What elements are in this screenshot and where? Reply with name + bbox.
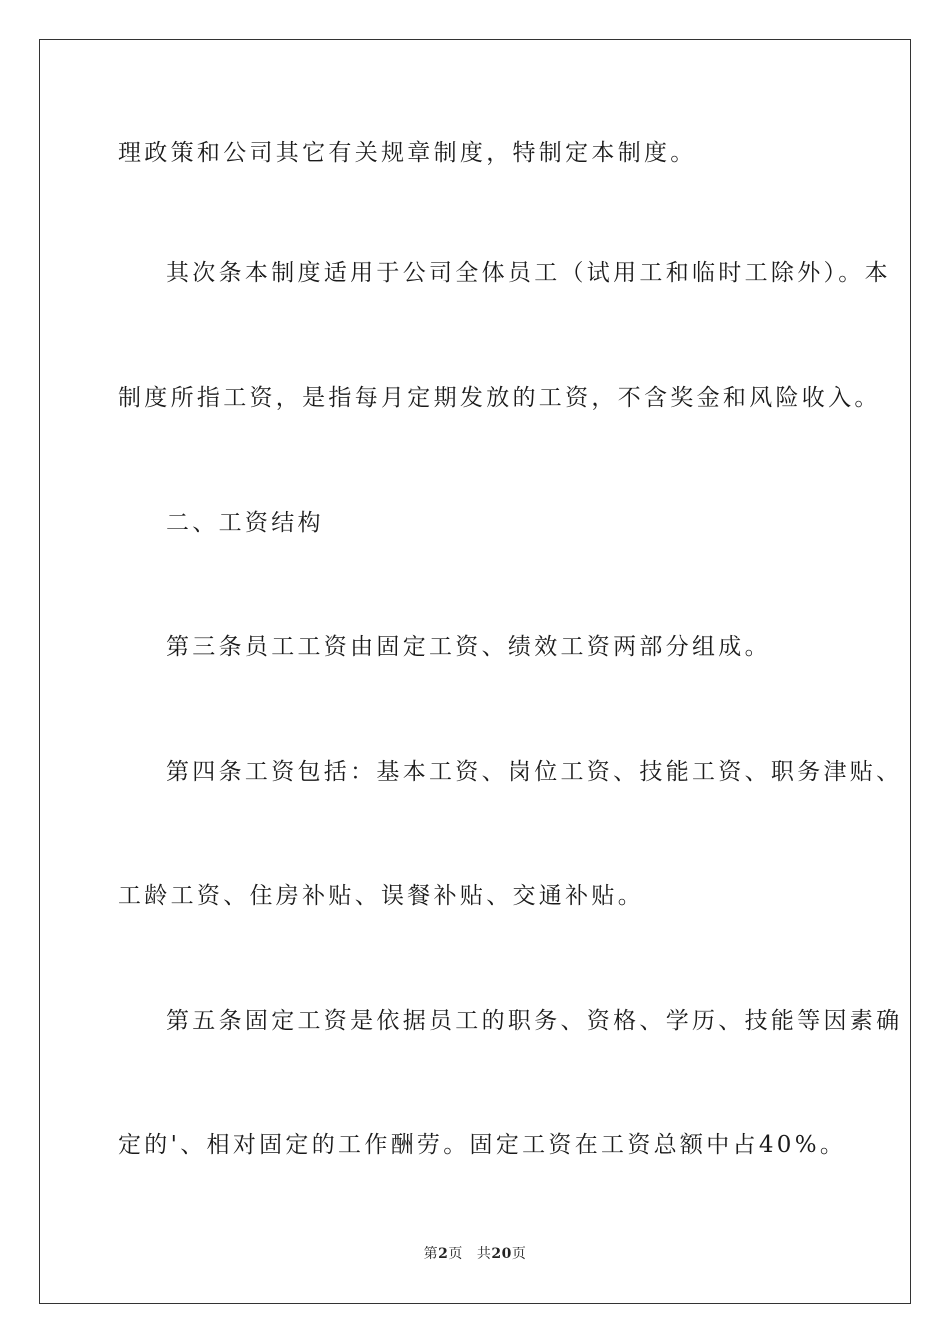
body-line-6: 第四条工资包括：基本工资、岗位工资、技能工资、职务津贴、 xyxy=(166,759,903,785)
body-line-3: 制度所指工资，是指每月定期发放的工资，不含奖金和风险收入。 xyxy=(118,385,881,411)
page-number: 2 xyxy=(438,1246,449,1262)
body-line-1: 理政策和公司其它有关规章制度，特制定本制度。 xyxy=(118,140,697,166)
page-footer xyxy=(0,1245,950,1263)
body-line-2: 其次条本制度适用于公司全体员工（试用工和临时工除外）。本 xyxy=(166,260,891,286)
page-border xyxy=(39,39,911,1304)
total-suffix: 页 xyxy=(511,1246,527,1262)
section-heading: 二、工资结构 xyxy=(166,510,324,536)
body-line-7: 工龄工资、住房补贴、误餐补贴、交通补贴。 xyxy=(118,883,644,909)
page-suffix: 页 xyxy=(448,1246,463,1262)
total-pages: 20 xyxy=(491,1246,512,1262)
body-line-5: 第三条员工工资由固定工资、绩效工资两部分组成。 xyxy=(166,634,771,660)
body-line-8: 第五条固定工资是依据员工的职务、资格、学历、技能等因素确 xyxy=(166,1008,903,1034)
page-prefix: 第 xyxy=(423,1246,439,1262)
body-line-9: 定的'、相对固定的工作酬劳。固定工资在工资总额中占40%。 xyxy=(118,1132,847,1158)
total-prefix: 共 xyxy=(476,1246,492,1262)
